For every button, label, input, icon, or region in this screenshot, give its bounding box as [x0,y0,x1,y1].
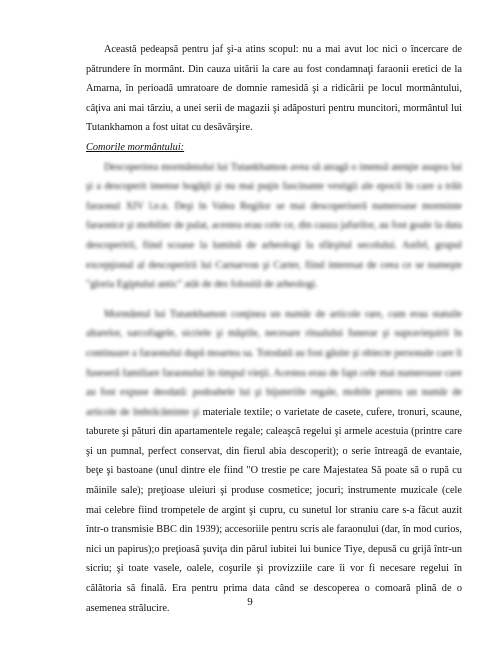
paragraph-treasures-continuation: materiale textile; o varietate de casete, cufere, tronuri, scaune, taburete şi pături din apartamentele regale; caleaşcă regelui şi armele acestuia (printre care şi un pumnal, perfect conservat, din fierul abia descoperit); o serie întreagă de evantaie, beţe şi bastoane (unul dintre ele fiind "O trestie pe care Majestatea Să poate să o rupă cu mâinile sale); preţioase uleiuri şi produse cosmetice; jocuri; instrumente muzicale (cele mai celebre fiind trompetele de argint şi cupru, cu sunetul lor straniu care s-a făcut auzit într-o transmisie BBC din 1939); accesoriile pentru scris ale faraonului (dar, în mod curios, nici un papirus);o preţioasă şuviţa din părul iubitei lui bunice Tiye, depusă cu grijă într-un sicriu; şi toate vasele, oalele, coşurile şi provizziile care îi vor fi necesare regelui în călătoria să finală. Era pentru prima data când se descoperea o comoară plină de o asemenea strălucire. [86,406,463,614]
section-heading: Comorile mormântului: [86,141,185,153]
blurred-paragraph-treasures-start: Mormântul lui Tutankhamon conţinea un număr de articole rare, cum erau statuile altarelor, sarcofagele, sicriele şi măştile, necesare ritualului funerar şi supravieţuirii în continuare a faraonului după moartea sa. Totodată au fost găsite şi obiecte personale care îi fuseseră familiare faraonului în timpul vieţii. Acestea erau de fapt cele mai numeroase care au fost expuse deodată: podoabele lui şi bijuteriile regale, mobile pentru un număr de articole de îmbrăcăminte şi [86,308,462,418]
paragraph-punishment: Această pedeapsă pentru jaf şi-a atins scopul: nu a mai avut loc nici o încercare de pătrundere în mormânt. Din cauza uitării la care au fost condamnaţi faraonii eretici de la Amarna, în perioadă umratoare de domnie ramesidă şi a ridicării pe locul mormântului, câţiva ani mai târziu, a unei serii de magazii şi adăposturi pentru muncitori, mormântul lui Tutankhamon a fost uitat cu desăvârşire. [86,44,462,134]
paragraph-treasures [86,305,462,619]
page-number: 9 [247,596,253,608]
blurred-paragraph-discovery: Descoperirea mormântului lui Tutankhamon avea să atragă o imensă atenţie asupra lui şi a descoperit imense bogăţii şi nu mai puţin fascinante vestigii ale epocii în care a trăit faraonul XIV î.e.n. Deşi în Valea Regilor se mai descoperiseră numeroase morminte faraonice şi mobilier de palat, acestea erau cele ce, din cauza jafurilor, au fost goale la data descoperirii, fiind scoase la lumină de arheologi la sfârşitul secolului. Astfel, grupul excepţional al descoperirii lui Carnarvon şi Carter, fiind interesat de ceea ce se numeşte "gloria Egiptului antic" atât de des folosită de arheologi. [86,161,462,291]
page-content [86,40,462,618]
